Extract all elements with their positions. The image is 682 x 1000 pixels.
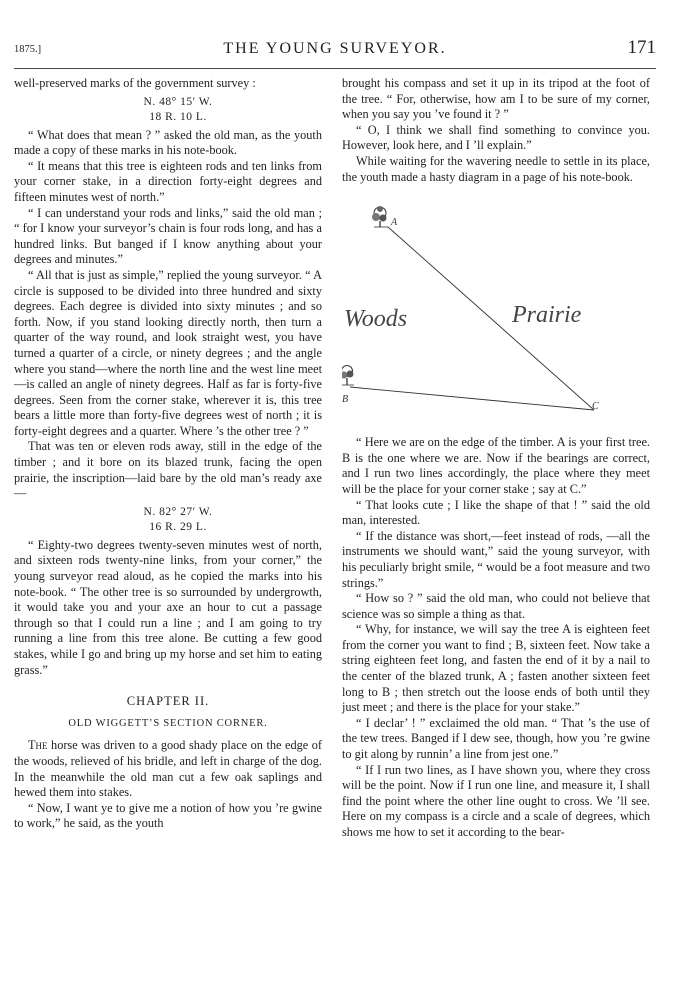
diagram-svg — [342, 195, 650, 427]
diagram-label-prairie: Prairie — [512, 302, 582, 329]
survey-bearing: N. 82° 27′ W. — [143, 505, 213, 518]
header-rule — [14, 68, 656, 69]
diagram-label-woods: Woods — [344, 306, 408, 333]
left-column — [14, 76, 322, 832]
paragraph: “ If the distance was short,—feet instead of rods, —all the instruments we should want,” said the young surveyor, with his peculiarly bright smile, “ would be a foot measure and two strings.” — [342, 528, 650, 590]
survey-distance: 18 R. 10 L. — [149, 110, 207, 123]
header-title: THE YOUNG SURVEYOR. — [223, 40, 447, 57]
diagram-label-c: C — [592, 401, 599, 413]
paragraph: “ How so ? ” said the old man, who could not believe that science was so simple a thing as that. — [342, 591, 650, 621]
survey-mark-1 — [34, 95, 322, 125]
survey-bearing: N. 48° 15′ W. — [143, 95, 213, 108]
paragraph: “ Eighty-two degrees twenty-seven minutes west of north, and sixteen rods twenty-nine links, from your corner,” the young surveyor read aloud, as he copied the marks into his note-book. “ The other tree is so surrounded by undergrowth, it would take you and your axe an hour to cut a passage through so that I could run a line ; and I am going to try running a line from this tree alone. Be cutting a few good stakes, while I go and bring up my horse and set him to eating grass.” — [14, 537, 322, 677]
survey-diagram — [342, 195, 650, 427]
paragraph: “ If I run two lines, as I have shown you, where they cross will be the point. Now if I run one line, and measure it, I shall find the point where the other line ought to cross. We ’ll see. Here on my compass is a circle and a scale of degrees, which shows me how to set it according to the bear- — [342, 762, 650, 839]
paragraph — [14, 738, 322, 800]
paragraph: brought his compass and set it up in its tripod at the foot of the tree. “ For, otherwise, how am I to be sure of my corner, when you say you ’ve found it ? ” — [342, 76, 650, 122]
paragraph: “ That looks cute ; I like the shape of that ! ” said the old man, interested. — [342, 497, 650, 528]
survey-distance: 16 R. 29 L. — [149, 520, 207, 533]
first-word: The — [28, 738, 48, 753]
paragraph-rest: horse was driven to a good shady place on the edge of the woods, relieved of his bridle, and left in charge of the dog. In the meanwhile the old man cut a few oak saplings and hewed them into stakes. — [14, 738, 322, 800]
paragraph: “ I can understand your rods and links,” said the old man ; “ for I know your surveyor’s chain is four rods long, and has a hundred links. But banged if I know anything about your degrees and minutes.” — [14, 205, 322, 267]
paragraph: “ Here we are on the edge of the timber. A is your first tree. B is the one where we are. Now if the bearings are correct, and I run two lines accordingly, the place where they meet will be the place for your corner stake ; say at C.” — [342, 435, 650, 496]
paragraph: “ It means that this tree is eighteen rods and ten links from your corner stake, in a direction forty-eight degrees and fifteen minutes west of north.” — [14, 158, 322, 204]
paragraph: “ All that is just as simple,” replied the young surveyor. “ A circle is supposed to be divided into three hundred and sixty degrees. Each degree is divided into sixty minutes ; and so forth. Now, if you stand looking directly north, then turn a quarter of the way round, and look straight west, you have turned a quarter of a circle, or ninety degrees ; and the angle where you stand—where the north line and the west line meet—is called an angle of ninety degrees. Half as far is forty-five degrees. Seen from the corner stake, wherever it is, this tree bears a little more than forty-five degrees west of north ; it is forty-eight degrees and a quarter. Where ’s the other tree ? ” — [14, 267, 322, 438]
right-column — [342, 76, 650, 841]
running-header — [14, 37, 656, 64]
chapter-title: OLD WIGGETT’S SECTION CORNER. — [68, 717, 268, 729]
paragraph: That was ten or eleven rods away, still in the edge of the timber ; and it bore on its blazed trunk, facing the open prairie, the inscription—laid bare by the old man’s ready axe— — [14, 439, 322, 501]
header-date: 1875.] — [14, 44, 42, 55]
line-b-to-c — [350, 387, 594, 410]
chapter-heading: CHAPTER II. — [126, 694, 210, 709]
diagram-label-b: B — [342, 394, 349, 406]
paragraph: “ Now, I want ye to give me a notion of how you ’re gwine to work,” he said, as the youth — [14, 800, 322, 831]
survey-mark-2 — [34, 505, 322, 535]
paragraph: “ What does that mean ? ” asked the old man, as the youth made a copy of these marks in his note-book. — [14, 127, 322, 158]
paragraph: “ I declar’ ! ” exclaimed the old man. “ That ’s the use of the tew trees. Banged if I dew see, though, how you ’re gwine to git along by runnin’ a line from jest one.” — [342, 715, 650, 762]
paragraph: “ Why, for instance, we will say the tree A is eighteen feet from the corner you want to find ; B, sixteen feet. Now take a string eighteen feet long, and fasten the end of it by a nail to the center of the blazed trunk, A ; fasten another sixteen feet long to B ; then stretch out the loose ends of both until they just meet ; and there is the place for your stake.” — [342, 622, 650, 715]
page-number: 171 — [627, 37, 656, 58]
diagram-label-a: A — [391, 217, 398, 229]
paragraph: well-preserved marks of the government survey : — [14, 76, 256, 90]
tree-b-icon — [342, 366, 354, 386]
paragraph: “ O, I think we shall find something to convince you. However, look here, and I ’ll explain.” — [342, 122, 650, 153]
tree-a-icon — [372, 206, 388, 227]
paragraph: While waiting for the wavering needle to settle in its place, the youth made a hasty diagram in a page of his note-book. — [342, 153, 650, 184]
